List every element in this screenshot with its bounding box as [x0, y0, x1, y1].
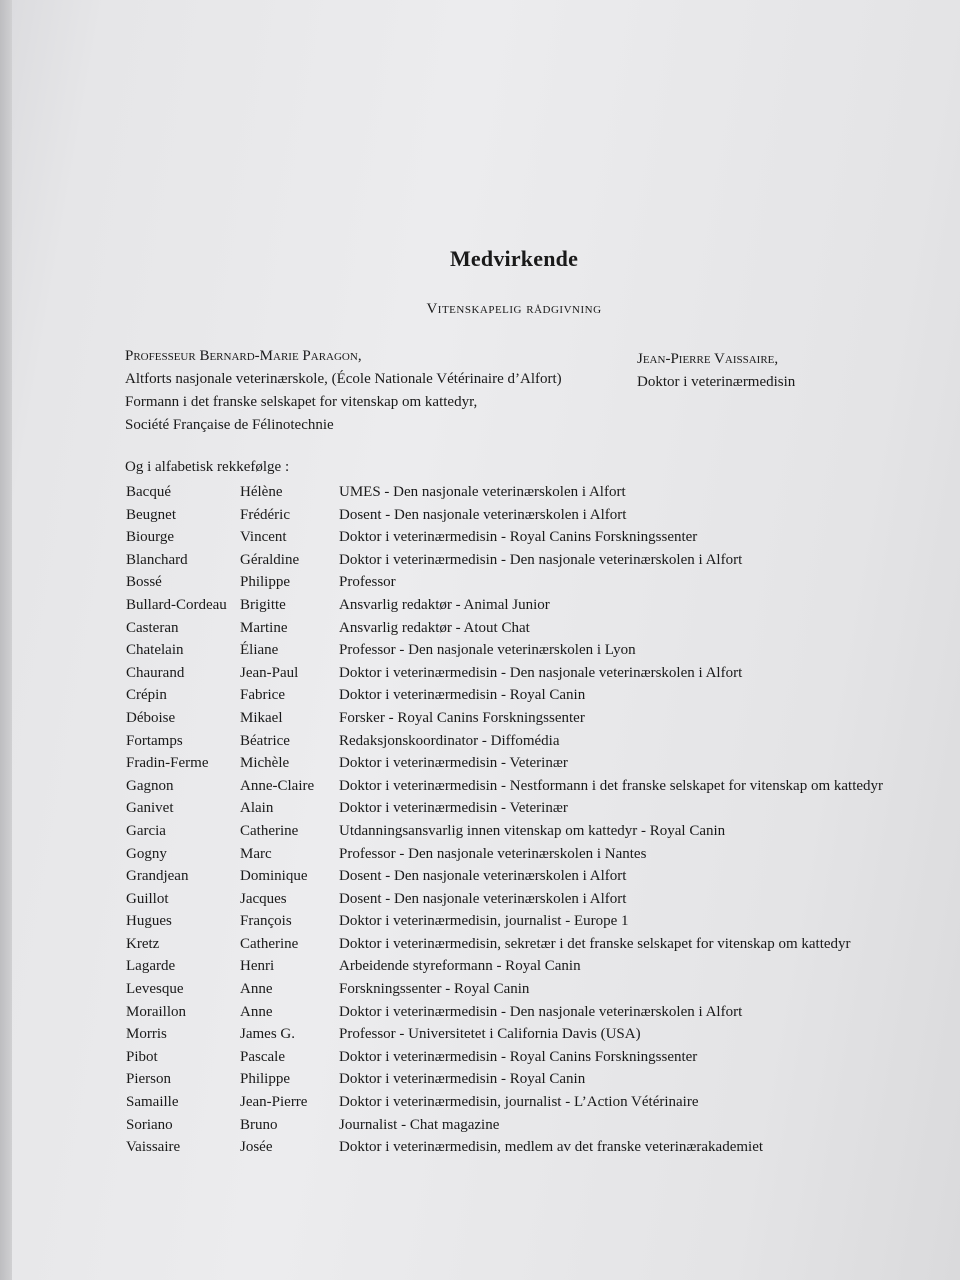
contributor-row — [126, 1068, 926, 1091]
contributor-last-name: Bacqué — [126, 484, 171, 500]
contributor-role: Professor - Universitetet i California Davis (USA) — [339, 1026, 641, 1043]
contributor-first-name: François — [240, 913, 292, 930]
contributor-role: Journalist - Chat magazine — [339, 1116, 500, 1133]
contributor-first-name: Anne — [240, 1003, 273, 1020]
contributor-first-name: Anne — [240, 981, 273, 998]
contributor-first-name: Dominique — [240, 868, 308, 885]
contributor-last-name: Chaurand — [126, 664, 185, 681]
contributor-role: Professor — [339, 574, 396, 591]
contributor-first-name: Fabrice — [240, 687, 285, 704]
contributor-last-name: Levesque — [126, 981, 184, 998]
contributor-first-name: Anne-Claire — [240, 777, 315, 794]
contributor-first-name: Frédéric — [240, 506, 290, 523]
contributor-last-name: Bullard-Cordeau — [126, 596, 227, 613]
contributor-last-name: Blanchard — [126, 551, 188, 568]
contributor-row — [126, 707, 926, 730]
contributor-first-name: James G. — [240, 1026, 295, 1043]
contributor-row — [126, 888, 926, 911]
contributor-last-name: Crépin — [126, 687, 167, 704]
contributor-row — [126, 684, 926, 707]
contributor-last-name: Vaissaire — [126, 1139, 181, 1156]
contributor-role: Doktor i veterinærmedisin - Royal Canin — [339, 687, 586, 704]
contributor-last-name: Fortamps — [126, 732, 183, 749]
contributor-first-name: Josée — [240, 1139, 273, 1156]
advisor-name: Professeur Bernard-Marie Paragon, — [125, 348, 362, 364]
contributor-role: Doktor i veterinærmedisin - Royal Canins Forskningssenter — [339, 1048, 698, 1065]
contributor-role: Doktor i veterinærmedisin - Den nasjonale veterinærskolen i Alfort — [339, 664, 743, 681]
contributor-role: Ansvarlig redaktør - Animal Junior — [339, 596, 550, 613]
contributor-row — [126, 978, 926, 1001]
contributor-last-name: Ganivet — [126, 800, 174, 817]
contributor-row — [126, 1023, 926, 1046]
contributor-last-name: Hugues — [126, 913, 172, 930]
contributor-first-name: Martine — [240, 619, 288, 636]
advisor-affiliation-line: Formann i det franske selskapet for vitenskap om kattedyr, — [125, 394, 478, 410]
contributor-first-name: Philippe — [240, 1071, 291, 1088]
contributors-list — [126, 481, 926, 1159]
advisor-affiliation-line: Société Française de Félinotechnie — [125, 417, 334, 433]
advisor-affiliation-line: Altforts nasjonale veterinærskole, (École Nationale Vétérinaire d’Alfort) — [125, 371, 562, 387]
contributor-first-name: Michèle — [240, 755, 290, 772]
contributor-first-name: Éliane — [240, 642, 279, 659]
contributor-role: Doktor i veterinærmedisin - Royal Canin — [339, 1071, 586, 1088]
contributors-list-intro: Og i alfabetisk rekkefølge : — [125, 459, 290, 475]
contributor-last-name: Kretz — [126, 935, 160, 952]
contributor-last-name: Casteran — [126, 619, 179, 636]
contributor-last-name: Grandjean — [126, 868, 189, 885]
contributor-role: Forsker - Royal Canins Forskningssenter — [339, 709, 585, 726]
contributor-role: Dosent - Den nasjonale veterinærskolen i Alfort — [339, 506, 627, 523]
contributor-row — [126, 639, 926, 662]
page-title: Medvirkende — [449, 246, 579, 271]
contributor-last-name: Biourge — [126, 529, 175, 546]
section-subtitle: Vitenskapelig rådgivning — [426, 301, 602, 317]
contributor-first-name: Jean-Pierre — [240, 1094, 308, 1111]
contributor-last-name: Fradin-Ferme — [126, 755, 209, 772]
contributor-last-name: Garcia — [126, 822, 166, 839]
contributor-first-name: Catherine — [240, 822, 299, 839]
contributor-row — [126, 526, 926, 549]
contributor-row — [126, 843, 926, 866]
contributor-row — [126, 594, 926, 617]
contributor-row — [126, 820, 926, 843]
contributor-row — [126, 549, 926, 572]
contributor-role: Doktor i veterinærmedisin - Veterinær — [339, 755, 568, 772]
contributor-role: Doktor i veterinærmedisin - Den nasjonale veterinærskolen i Alfort — [339, 551, 743, 568]
contributor-role: Utdanningsansvarlig innen vitenskap om kattedyr - Royal Canin — [339, 822, 726, 839]
contributor-last-name: Moraillon — [126, 1003, 186, 1020]
book-spine-shadow — [0, 0, 12, 1280]
contributor-last-name: Gogny — [126, 845, 167, 862]
contributor-role: Dosent - Den nasjonale veterinærskolen i Alfort — [339, 868, 627, 885]
contributor-row — [126, 504, 926, 527]
contributor-role: Doktor i veterinærmedisin, sekretær i det franske selskapet for vitenskap om kattedyr — [339, 935, 851, 952]
contributor-last-name: Gagnon — [126, 777, 174, 794]
advisor-name: Jean-Pierre Vaissaire, — [637, 351, 779, 367]
contributor-first-name: Philippe — [240, 574, 291, 591]
contributor-first-name: Catherine — [240, 935, 299, 952]
contributor-last-name: Morris — [126, 1026, 167, 1043]
contributor-first-name: Jean-Paul — [240, 664, 299, 681]
contributor-first-name: Mikael — [240, 709, 283, 726]
contributor-last-name: Soriano — [126, 1116, 173, 1133]
contributor-first-name: Marc — [240, 845, 272, 862]
contributor-role: Doktor i veterinærmedisin, journalist - L’Action Vétérinaire — [339, 1094, 699, 1111]
contributor-first-name: Béatrice — [240, 732, 290, 749]
contributor-role: Doktor i veterinærmedisin - Den nasjonale veterinærskolen i Alfort — [339, 1003, 743, 1020]
contributor-row — [126, 571, 926, 594]
contributor-row — [126, 910, 926, 933]
contributor-row — [126, 617, 926, 640]
contributor-row — [126, 1046, 926, 1069]
advisor-affiliation-line: Doktor i veterinærmedisin — [637, 374, 796, 390]
contributor-row — [126, 865, 926, 888]
contributor-first-name: Hélène — [240, 484, 283, 500]
contributor-row — [126, 1136, 926, 1159]
contributor-last-name: Chatelain — [126, 642, 184, 659]
contributor-row — [126, 955, 926, 978]
contributor-role: Professor - Den nasjonale veterinærskolen i Nantes — [339, 845, 647, 862]
contributor-row — [126, 775, 926, 798]
contributor-role: UMES - Den nasjonale veterinærskolen i Alfort — [339, 484, 626, 500]
contributor-row — [126, 933, 926, 956]
contributor-role: Forskningssenter - Royal Canin — [339, 981, 530, 998]
contributor-last-name: Bossé — [126, 574, 162, 591]
contributor-first-name: Vincent — [240, 529, 287, 546]
contributor-first-name: Géraldine — [240, 551, 300, 568]
contributor-role: Doktor i veterinærmedisin - Nestformann i det franske selskapet for vitenskap om kattedyr — [339, 777, 884, 794]
contributor-last-name: Lagarde — [126, 958, 176, 975]
contributor-row — [126, 1091, 926, 1114]
contributor-role: Doktor i veterinærmedisin - Royal Canins Forskningssenter — [339, 529, 698, 546]
contributor-first-name: Bruno — [240, 1116, 278, 1133]
contributor-first-name: Alain — [240, 800, 274, 817]
contributor-row — [126, 662, 926, 685]
contributor-first-name: Brigitte — [240, 596, 286, 613]
contributor-role: Doktor i veterinærmedisin, journalist - Europe 1 — [339, 913, 629, 930]
contributor-role: Redaksjonskoordinator - Diffomédia — [339, 732, 560, 749]
contributor-last-name: Beugnet — [126, 506, 176, 523]
contributor-last-name: Samaille — [126, 1094, 179, 1111]
contributor-role: Doktor i veterinærmedisin - Veterinær — [339, 800, 568, 817]
contributor-last-name: Pierson — [126, 1071, 171, 1088]
contributor-row — [126, 752, 926, 775]
contributor-last-name: Pibot — [126, 1048, 158, 1065]
contributor-role: Dosent - Den nasjonale veterinærskolen i Alfort — [339, 890, 627, 907]
contributor-last-name: Guillot — [126, 890, 169, 907]
contributor-first-name: Pascale — [240, 1048, 285, 1065]
scientific-advisor-primary — [125, 345, 562, 437]
contributor-row — [126, 797, 926, 820]
contributor-role: Arbeidende styreformann - Royal Canin — [339, 958, 581, 975]
contributor-role: Doktor i veterinærmedisin, medlem av det franske veterinærakademiet — [339, 1139, 764, 1156]
contributor-first-name: Jacques — [240, 890, 287, 907]
contributor-last-name: Déboise — [126, 709, 176, 726]
scientific-advisor-secondary — [637, 348, 795, 394]
contributor-row — [126, 481, 926, 504]
contributor-row — [126, 1001, 926, 1024]
contributor-role: Professor - Den nasjonale veterinærskolen i Lyon — [339, 642, 636, 659]
contributor-row — [126, 730, 926, 753]
contributor-row — [126, 1114, 926, 1137]
contributor-first-name: Henri — [240, 958, 275, 975]
contributor-role: Ansvarlig redaktør - Atout Chat — [339, 619, 530, 636]
